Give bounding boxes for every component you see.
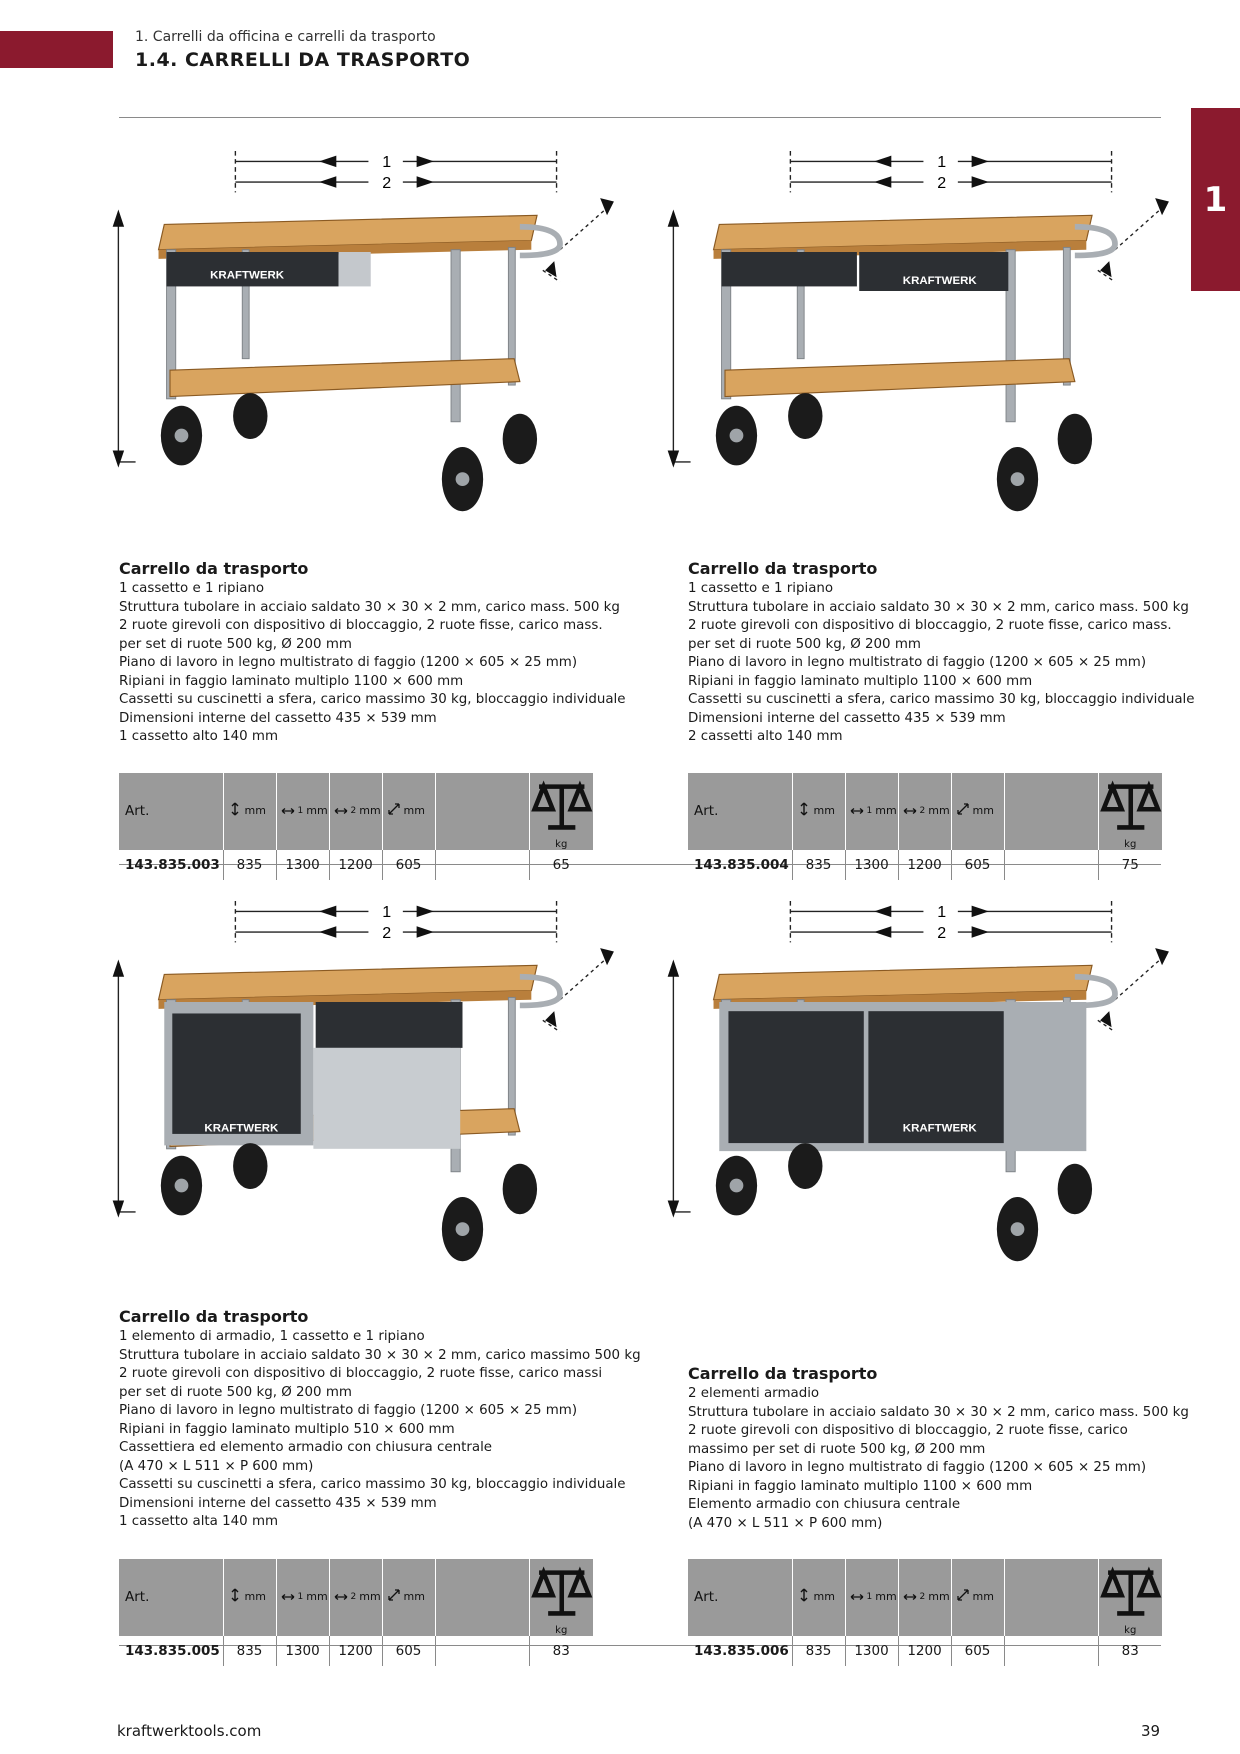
product-spec-line: Ripiani in faggio laminato multiplo 1100 × 600 mm — [688, 1478, 1033, 1494]
svg-text:1: 1 — [382, 903, 392, 922]
height-arrow-icon — [228, 1588, 242, 1605]
table-row[interactable] — [119, 850, 593, 880]
svg-text:KRAFTWERK: KRAFTWERK — [902, 1122, 977, 1135]
spec-table — [119, 773, 593, 880]
cell-height: 835 — [792, 850, 845, 880]
col-art: Art. — [688, 1559, 792, 1636]
cell-dim2: 1200 — [329, 850, 382, 880]
depth-arrow-icon — [387, 802, 401, 819]
product-description — [119, 558, 649, 747]
product-spec-line: 1 elemento di armadio, 1 cassetto e 1 ripiano — [119, 1329, 425, 1344]
spec-table-header — [119, 773, 593, 850]
spec-table — [119, 1559, 593, 1666]
width-1-arrow-icon — [281, 802, 295, 819]
dim-label: 2 — [350, 1591, 357, 1602]
unit-label: mm — [403, 1590, 425, 1604]
col-dim2 — [898, 773, 951, 850]
svg-text:1: 1 — [382, 153, 392, 172]
dim-label: 2 — [919, 805, 926, 816]
product-spec-line: per set di ruote 500 kg, Ø 200 mm — [119, 1384, 352, 1400]
col-dim2 — [898, 1559, 951, 1636]
art-number[interactable]: 143.835.004 — [694, 856, 789, 873]
col-weight — [529, 1559, 593, 1636]
col-depth — [382, 773, 435, 850]
dim-label: 1 — [866, 1591, 873, 1602]
cell-dim2: 1200 — [898, 850, 951, 880]
product-spec-line: 2 cassetti alto 140 mm — [688, 729, 843, 744]
unit-label: kg — [555, 1624, 568, 1636]
product-spec-line: 2 ruote girevoli con dispositivo di bloccaggio, 2 ruote fisse, carico mass. — [688, 618, 1172, 633]
chapter-breadcrumb: 1. Carrelli da officina e carrelli da trasporto — [135, 29, 436, 45]
unit-label: kg — [1124, 838, 1137, 850]
footer-url[interactable]: kraftwerktools.com — [117, 1722, 262, 1740]
width-2-arrow-icon — [903, 1588, 917, 1605]
product-title: Carrello da trasporto — [119, 559, 309, 578]
cell-weight: 75 — [1098, 850, 1162, 880]
unit-label: mm — [813, 804, 835, 818]
product-spec-line: Cassetti su cuscinetti a sfera, carico massimo 30 kg, bloccaggio individuale — [688, 692, 1195, 707]
col-dim2 — [329, 1559, 382, 1636]
table-row[interactable] — [688, 1636, 1162, 1666]
dim-label: 1 — [297, 805, 304, 816]
cell-height: 835 — [223, 1636, 276, 1666]
col-art: Art. — [119, 773, 223, 850]
unit-label: mm — [306, 1590, 328, 1604]
product-spec-line: Struttura tubolare in acciaio saldato 30 × 30 × 2 mm, carico mass. 500 kg — [119, 599, 620, 615]
product-spec-line: 1 cassetto alta 140 mm — [119, 1514, 279, 1529]
product-spec-line: 2 ruote girevoli con dispositivo di bloccaggio, 2 ruote fisse, carico — [688, 1423, 1128, 1438]
product-spec-line: Struttura tubolare in acciaio saldato 30 × 30 × 2 mm, carico mass. 500 kg — [688, 599, 1189, 615]
col-dim2 — [329, 773, 382, 850]
col-weight — [1098, 773, 1162, 850]
width-1-arrow-icon — [281, 1588, 295, 1605]
product-spec-line: Elemento armadio con chiusura centrale — [688, 1497, 961, 1512]
product-spec-line: massimo per set di ruote 500 kg, Ø 200 mm — [688, 1441, 986, 1457]
product-spec-line: 1 cassetto alto 140 mm — [119, 729, 279, 744]
product-description — [688, 1363, 1218, 1533]
page-number: 39 — [1141, 1722, 1161, 1740]
svg-text:1: 1 — [937, 153, 947, 172]
col-depth — [951, 1559, 1004, 1636]
spec-table — [688, 773, 1162, 880]
art-number[interactable]: 143.835.003 — [125, 856, 220, 873]
unit-label: mm — [244, 804, 266, 818]
cell-depth: 605 — [382, 1636, 435, 1666]
height-arrow-icon — [797, 802, 811, 819]
cell-depth: 605 — [951, 1636, 1004, 1666]
width-1-arrow-icon — [850, 802, 864, 819]
product-title: Carrello da trasporto — [688, 559, 878, 578]
product-spec-line: (A 470 × L 511 × P 600 mm) — [688, 1515, 883, 1531]
col-dim1 — [276, 1559, 329, 1636]
svg-text:2: 2 — [382, 173, 392, 192]
unit-label: kg — [555, 838, 568, 850]
product-spec-line: Ripiani in faggio laminato multiplo 1100 × 600 mm — [119, 673, 464, 689]
product-title: Carrello da trasporto — [119, 1307, 309, 1326]
cell-dim1: 1300 — [276, 1636, 329, 1666]
cell-height: 835 — [223, 850, 276, 880]
depth-arrow-icon — [956, 1588, 970, 1605]
product-description — [119, 1306, 649, 1532]
product-image-cart — [100, 135, 630, 525]
product-spec-line: 2 elementi armadio — [688, 1386, 820, 1401]
cell-empty — [435, 850, 529, 880]
unit-label: kg — [1124, 1624, 1137, 1636]
col-height — [792, 1559, 845, 1636]
svg-text:2: 2 — [382, 923, 392, 942]
product-title: Carrello da trasporto — [688, 1364, 878, 1383]
unit-label: mm — [359, 1590, 381, 1604]
height-arrow-icon — [228, 802, 242, 819]
table-row[interactable] — [688, 850, 1162, 880]
product-spec-line: Struttura tubolare in acciaio saldato 30 × 30 × 2 mm, carico massimo 500 kg — [119, 1347, 641, 1363]
col-empty — [435, 773, 529, 850]
col-depth — [382, 1559, 435, 1636]
col-empty — [1004, 773, 1098, 850]
product-image-cart — [655, 135, 1185, 525]
art-number[interactable]: 143.835.005 — [125, 1642, 220, 1659]
spec-table-header — [688, 773, 1162, 850]
svg-text:2: 2 — [937, 923, 947, 942]
product-spec-line: Cassettiera ed elemento armadio con chiusura centrale — [119, 1440, 493, 1455]
col-dim1 — [845, 1559, 898, 1636]
product-spec-line: Piano di lavoro in legno multistrato di faggio (1200 × 605 × 25 mm) — [119, 1403, 578, 1418]
art-number[interactable]: 143.835.006 — [694, 1642, 789, 1659]
product-spec-line: per set di ruote 500 kg, Ø 200 mm — [119, 636, 352, 652]
unit-label: mm — [403, 804, 425, 818]
cell-dim2: 1200 — [329, 1636, 382, 1666]
col-dim1 — [276, 773, 329, 850]
svg-text:1: 1 — [937, 903, 947, 922]
product-spec-line: (A 470 × L 511 × P 600 mm) — [119, 1458, 314, 1474]
cell-height: 835 — [792, 1636, 845, 1666]
cell-empty — [1004, 1636, 1098, 1666]
svg-text:KRAFTWERK: KRAFTWERK — [902, 275, 977, 288]
cell-weight: 83 — [1098, 1636, 1162, 1666]
product-description — [688, 558, 1218, 747]
product-image-cart — [655, 885, 1185, 1275]
product-spec-line: Piano di lavoro in legno multistrato di faggio (1200 × 605 × 25 mm) — [688, 655, 1147, 670]
dim-label: 1 — [866, 805, 873, 816]
svg-text:KRAFTWERK: KRAFTWERK — [210, 269, 285, 282]
product-spec-line: per set di ruote 500 kg, Ø 200 mm — [688, 636, 921, 652]
dim-label: 2 — [919, 1591, 926, 1602]
unit-label: mm — [813, 1590, 835, 1604]
unit-label: mm — [928, 1590, 950, 1604]
spec-table-header — [688, 1559, 1162, 1636]
unit-label: mm — [875, 804, 897, 818]
product-spec-line: 1 cassetto e 1 ripiano — [688, 581, 834, 596]
col-weight — [1098, 1559, 1162, 1636]
product-spec-line: 1 cassetto e 1 ripiano — [119, 581, 265, 596]
cell-dim1: 1300 — [845, 850, 898, 880]
col-height — [223, 1559, 276, 1636]
dim-label: 2 — [350, 805, 357, 816]
unit-label: mm — [306, 804, 328, 818]
cell-dim2: 1200 — [898, 1636, 951, 1666]
product-spec-line: Ripiani in faggio laminato multiplo 1100 × 600 mm — [688, 673, 1033, 689]
unit-label: mm — [972, 1590, 994, 1604]
unit-label: mm — [244, 1590, 266, 1604]
product-spec-line: Piano di lavoro in legno multistrato di faggio (1200 × 605 × 25 mm) — [119, 655, 578, 670]
cell-weight: 65 — [529, 850, 593, 880]
product-spec-line: 2 ruote girevoli con dispositivo di bloccaggio, 2 ruote fisse, carico massi — [119, 1366, 603, 1381]
col-empty — [1004, 1559, 1098, 1636]
col-dim1 — [845, 773, 898, 850]
col-weight — [529, 773, 593, 850]
col-art: Art. — [119, 1559, 223, 1636]
cell-depth: 605 — [382, 850, 435, 880]
cell-depth: 605 — [951, 850, 1004, 880]
product-spec-line: Piano di lavoro in legno multistrato di faggio (1200 × 605 × 25 mm) — [688, 1460, 1147, 1475]
depth-arrow-icon — [387, 1588, 401, 1605]
cell-empty — [435, 1636, 529, 1666]
height-arrow-icon — [797, 1588, 811, 1605]
product-spec-line: Dimensioni interne del cassetto 435 × 539 mm — [688, 710, 1006, 726]
page-title: 1.4. CARRELLI DA TRASPORTO — [135, 49, 471, 71]
product-spec-line: Struttura tubolare in acciaio saldato 30 × 30 × 2 mm, carico mass. 500 kg — [688, 1404, 1189, 1420]
col-art: Art. — [688, 773, 792, 850]
dim-label: 1 — [297, 1591, 304, 1602]
col-empty — [435, 1559, 529, 1636]
product-spec-line: Cassetti su cuscinetti a sfera, carico massimo 30 kg, bloccaggio individuale — [119, 1477, 626, 1492]
product-spec-line: Dimensioni interne del cassetto 435 × 539 mm — [119, 710, 437, 726]
cell-weight: 83 — [529, 1636, 593, 1666]
spec-table — [688, 1559, 1162, 1666]
table-row[interactable] — [119, 1636, 593, 1666]
product-image-cart — [100, 885, 630, 1275]
spec-table-header — [119, 1559, 593, 1636]
product-spec-line: Ripiani in faggio laminato multiplo 510 × 600 mm — [119, 1421, 455, 1437]
unit-label: mm — [928, 804, 950, 818]
chapter-tab[interactable]: 1 — [1191, 108, 1240, 291]
unit-label: mm — [875, 1590, 897, 1604]
product-spec-line: Dimensioni interne del cassetto 435 × 539 mm — [119, 1495, 437, 1511]
col-height — [223, 773, 276, 850]
cell-empty — [1004, 850, 1098, 880]
product-spec-line: Cassetti su cuscinetti a sfera, carico massimo 30 kg, bloccaggio individuale — [119, 692, 626, 707]
depth-arrow-icon — [956, 802, 970, 819]
width-2-arrow-icon — [334, 802, 348, 819]
width-2-arrow-icon — [903, 802, 917, 819]
divider — [119, 117, 1161, 118]
svg-text:KRAFTWERK: KRAFTWERK — [204, 1122, 279, 1135]
product-spec-line: 2 ruote girevoli con dispositivo di bloccaggio, 2 ruote fisse, carico mass. — [119, 618, 603, 633]
width-1-arrow-icon — [850, 1588, 864, 1605]
svg-text:2: 2 — [937, 173, 947, 192]
width-2-arrow-icon — [334, 1588, 348, 1605]
brand-red-bar — [0, 31, 113, 68]
col-height — [792, 773, 845, 850]
cell-dim1: 1300 — [845, 1636, 898, 1666]
unit-label: mm — [359, 804, 381, 818]
col-depth — [951, 773, 1004, 850]
cell-dim1: 1300 — [276, 850, 329, 880]
unit-label: mm — [972, 804, 994, 818]
